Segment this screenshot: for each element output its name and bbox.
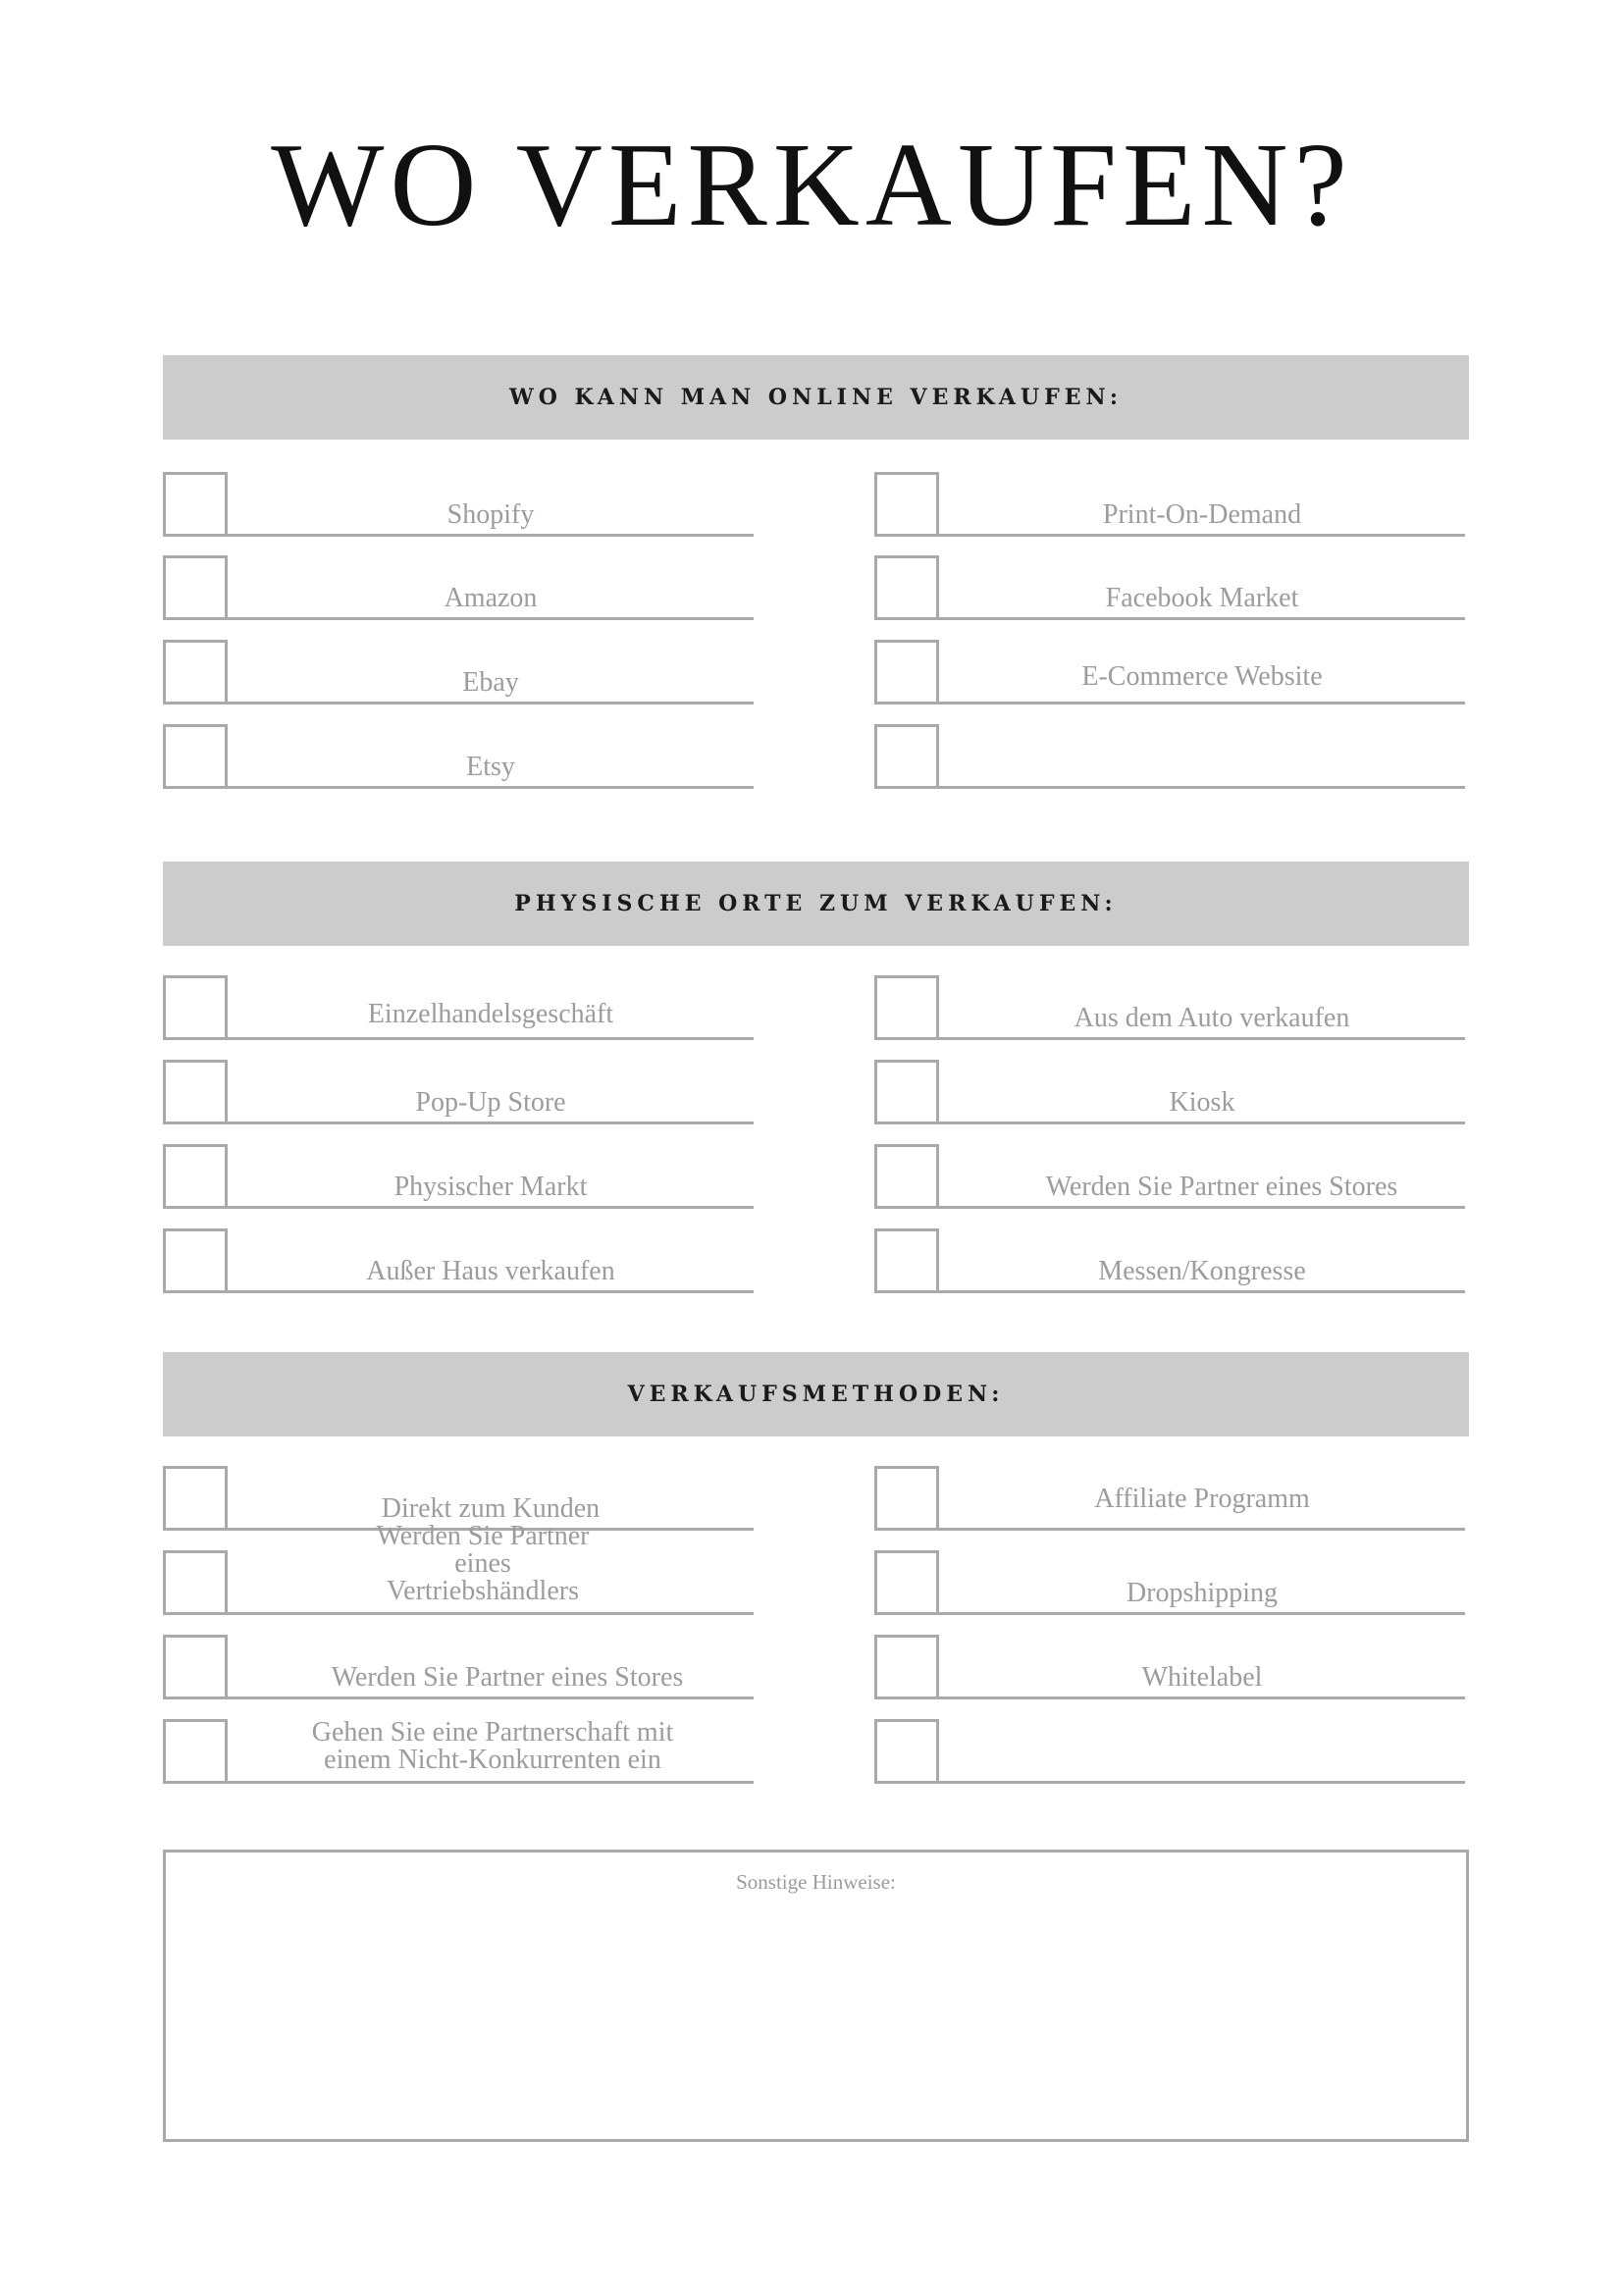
writing-line <box>939 702 1465 704</box>
item-label: Einzelhandelsgeschäft <box>367 999 614 1029</box>
writing-line <box>939 1037 1465 1040</box>
checkbox[interactable] <box>163 1550 228 1615</box>
checklist-item[interactable] <box>874 975 1465 1040</box>
writing-line <box>228 1781 754 1784</box>
checkbox[interactable] <box>163 472 228 537</box>
checklist-item[interactable] <box>874 1228 1465 1293</box>
writing-line <box>228 534 754 537</box>
item-label: Shopify <box>446 499 535 530</box>
item-label: Whitelabel <box>1141 1662 1263 1693</box>
writing-line <box>228 786 754 789</box>
writing-line <box>939 1696 1465 1699</box>
item-label: Etsy <box>466 752 515 782</box>
writing-line <box>939 1122 1465 1124</box>
checkbox[interactable] <box>163 1635 228 1699</box>
checkbox[interactable] <box>874 640 939 704</box>
page-title: WO VERKAUFEN? <box>271 119 1353 251</box>
checklist-item[interactable] <box>163 1719 754 1784</box>
item-label: Außer Haus verkaufen <box>366 1256 615 1286</box>
checklist-item[interactable] <box>874 1060 1465 1124</box>
checklist-item[interactable] <box>163 640 754 704</box>
writing-line <box>228 1612 754 1615</box>
item-label: Dropshipping <box>1126 1578 1278 1608</box>
checkbox[interactable] <box>874 975 939 1040</box>
writing-line <box>228 1696 754 1699</box>
checklist-item[interactable] <box>874 724 1465 789</box>
item-label: Direkt zum Kunden <box>381 1493 601 1524</box>
notes-label: Sonstige Hinweise: <box>736 1870 896 1894</box>
section-heading-methods: VERKAUFSMETHODEN: <box>163 1352 1469 1436</box>
checkbox[interactable] <box>163 1060 228 1124</box>
writing-line <box>228 1290 754 1293</box>
item-label: Physischer Markt <box>393 1172 588 1202</box>
writing-line <box>939 1528 1465 1531</box>
writing-line <box>939 617 1465 620</box>
item-label: Gehen Sie eine Partnerschaft mit einem Nicht-Konkurrenten ein <box>311 1717 674 1775</box>
checklist-item[interactable] <box>874 1635 1465 1699</box>
checkbox[interactable] <box>163 975 228 1040</box>
item-label: E-Commerce Website <box>1081 661 1323 692</box>
checkbox[interactable] <box>874 472 939 537</box>
item-label: Amazon <box>444 583 538 613</box>
item-label: Print-On-Demand <box>1102 499 1302 530</box>
writing-line <box>939 786 1465 789</box>
item-label: Werden Sie Partner eines Stores <box>331 1662 684 1693</box>
checklist-item[interactable] <box>163 1060 754 1124</box>
checklist-item[interactable] <box>874 472 1465 537</box>
checkbox[interactable] <box>163 640 228 704</box>
writing-line <box>939 534 1465 537</box>
checklist-item[interactable] <box>163 724 754 789</box>
writing-line <box>939 1781 1465 1784</box>
item-label: Werden Sie Partner eines Vertriebshändlers <box>376 1521 590 1606</box>
checklist-item[interactable] <box>874 1719 1465 1784</box>
checkbox[interactable] <box>874 1719 939 1784</box>
item-label: Kiosk <box>1169 1087 1235 1118</box>
writing-line <box>228 1206 754 1209</box>
checklist-item[interactable] <box>874 555 1465 620</box>
checkbox[interactable] <box>874 1060 939 1124</box>
checkbox[interactable] <box>874 555 939 620</box>
item-label: Facebook Market <box>1105 583 1299 613</box>
writing-line <box>228 1122 754 1124</box>
checkbox[interactable] <box>874 1144 939 1209</box>
checkbox[interactable] <box>163 1228 228 1293</box>
checklist-item[interactable] <box>874 1550 1465 1615</box>
writing-line <box>939 1612 1465 1615</box>
notes-box[interactable] <box>163 1850 1469 2142</box>
writing-line <box>228 702 754 704</box>
checkbox[interactable] <box>874 1635 939 1699</box>
writing-line <box>228 1037 754 1040</box>
checklist-item[interactable] <box>163 975 754 1040</box>
checkbox[interactable] <box>874 1466 939 1531</box>
item-label: Ebay <box>462 667 519 698</box>
checkbox[interactable] <box>163 555 228 620</box>
checklist-item[interactable] <box>874 1144 1465 1209</box>
section-heading-online: WO KANN MAN ONLINE VERKAUFEN: <box>163 355 1469 440</box>
checkbox[interactable] <box>163 1466 228 1531</box>
checklist-item[interactable] <box>163 1635 754 1699</box>
checkbox[interactable] <box>163 724 228 789</box>
checklist-item[interactable] <box>163 1144 754 1209</box>
item-label: Messen/Kongresse <box>1098 1256 1306 1286</box>
checkbox[interactable] <box>874 1550 939 1615</box>
section-heading-physical: PHYSISCHE ORTE ZUM VERKAUFEN: <box>163 861 1469 946</box>
writing-line <box>228 617 754 620</box>
writing-line <box>939 1290 1465 1293</box>
writing-line <box>939 1206 1465 1209</box>
checkbox[interactable] <box>163 1144 228 1209</box>
checklist-item[interactable] <box>163 555 754 620</box>
checkbox[interactable] <box>163 1719 228 1784</box>
checklist-item[interactable] <box>874 1466 1465 1531</box>
checklist-item[interactable] <box>163 1521 754 1615</box>
checklist-item[interactable] <box>163 1228 754 1293</box>
checklist-item[interactable] <box>163 472 754 537</box>
checkbox[interactable] <box>874 1228 939 1293</box>
item-label: Aus dem Auto verkaufen <box>1074 1003 1350 1033</box>
item-label: Werden Sie Partner eines Stores <box>1045 1172 1398 1202</box>
checkbox[interactable] <box>874 724 939 789</box>
item-label: Pop-Up Store <box>415 1087 566 1118</box>
checklist-item[interactable] <box>874 640 1465 704</box>
item-label: Affiliate Programm <box>1094 1484 1310 1514</box>
